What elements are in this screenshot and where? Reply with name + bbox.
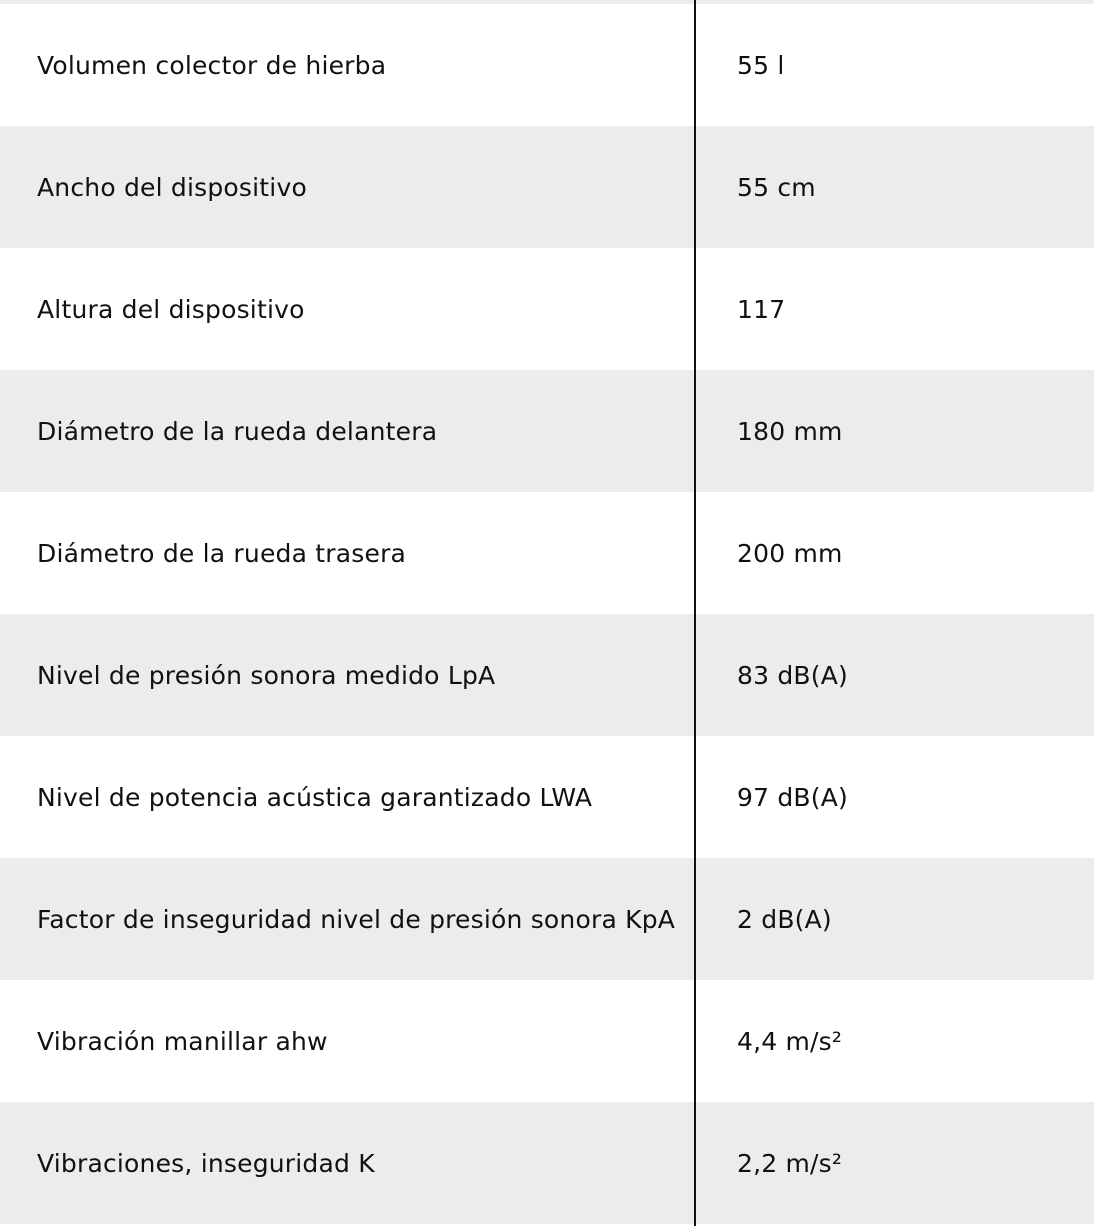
table-row (0, 858, 1094, 980)
table-row (0, 370, 1094, 492)
spec-label: Nivel de presión sonora medido LpA (37, 660, 496, 690)
table-row (0, 126, 1094, 248)
spec-label: Vibraciones, inseguridad K (37, 1148, 375, 1178)
column-divider (694, 0, 696, 1226)
spec-value: 55 cm (737, 172, 816, 202)
table-row (0, 1102, 1094, 1224)
spec-value: 55 l (737, 50, 785, 80)
spec-value: 180 mm (737, 416, 843, 446)
spec-label: Nivel de potencia acústica garantizado LWA (37, 782, 593, 812)
spec-label: Factor de inseguridad nivel de presión sonora KpA (37, 904, 676, 934)
table-row (0, 736, 1094, 858)
table-row (0, 614, 1094, 736)
spec-label: Diámetro de la rueda trasera (37, 538, 407, 568)
spec-value: 4,4 m/s² (737, 1026, 843, 1056)
table-row (0, 492, 1094, 614)
table-row (0, 248, 1094, 370)
spec-label: Ancho del dispositivo (37, 172, 307, 202)
spec-value: 97 dB(A) (737, 782, 848, 812)
spec-label: Diámetro de la rueda delantera (37, 416, 438, 446)
spec-label: Altura del dispositivo (37, 294, 305, 324)
spec-label: Vibración manillar ahw (37, 1026, 328, 1056)
spec-table (0, 4, 1094, 1224)
spec-value: 117 (737, 294, 786, 324)
spec-value: 83 dB(A) (737, 660, 848, 690)
table-row (0, 4, 1094, 126)
spec-label: Volumen colector de hierba (37, 50, 387, 80)
spec-value: 2,2 m/s² (737, 1148, 843, 1178)
spec-value: 2 dB(A) (737, 904, 832, 934)
spec-value: 200 mm (737, 538, 843, 568)
table-row (0, 980, 1094, 1102)
